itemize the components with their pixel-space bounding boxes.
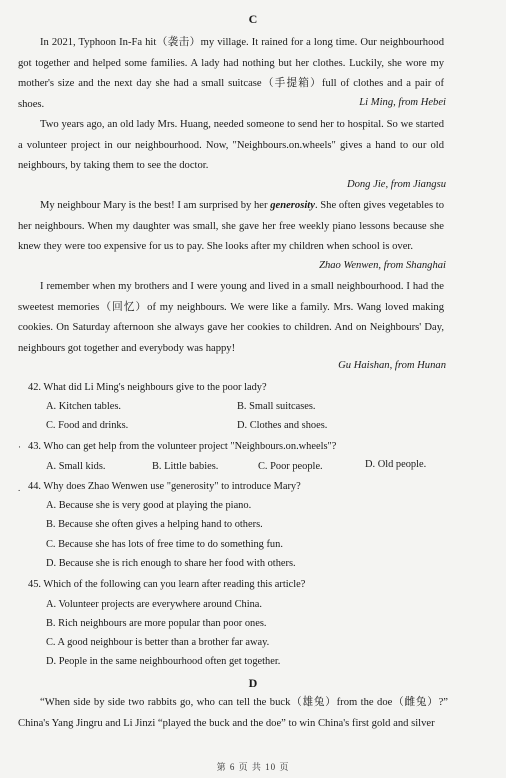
paragraph-text: My neighbour Mary is the best! I am surprised by her [40, 200, 271, 211]
q43-option-a[interactable]: A. Small kids. [46, 461, 106, 472]
question-42: 42. What did Li Ming's neighbours give to the poor lady? [28, 382, 267, 393]
q44-option-a[interactable]: A. Because she is very good at playing the piano. [46, 500, 252, 511]
q42-option-c[interactable]: C. Food and drinks. [46, 420, 129, 431]
q45-option-a[interactable]: A. Volunteer projects are everywhere around China. [46, 599, 263, 610]
q44-option-d[interactable]: D. Because she is rich enough to share her food with others. [46, 558, 296, 569]
highlighted-word: generosity [270, 200, 315, 211]
q43-option-b[interactable]: B. Little babies. [152, 461, 219, 472]
paragraph-text: I remember when my brothers and I were young and lived in a small neighbourhood. I had the sweetest memories（回忆）of my neighbours. We were like a family. Mrs. Wang loved making cookies. On Saturday afternoon she always gave her cookies to children. And on Neighbours' Day, neighbours got together and everybody was happy! [18, 281, 444, 354]
paragraph-text: Two years ago, an old lady Mrs. Huang, needed someone to send her to hospital. So we started a volunteer project in our neighbourhood. Now, "Neighbours.on.wheels" gives a hand to our old neighbours, by taking them to see the doctor. [18, 119, 444, 172]
paragraph-zhao-wenwen [18, 196, 444, 258]
paragraph-dong-jie [18, 115, 444, 177]
q45-option-b[interactable]: B. Rich neighbours are more popular than poor ones. [46, 618, 267, 629]
q42-option-a[interactable]: A. Kitchen tables. [46, 401, 122, 412]
signature-dong-jie: Dong Jie, from Jiangsu [346, 179, 446, 190]
paragraph-section-d [18, 693, 448, 734]
paragraph-text: “When side by side two rabbits go, who can tell the buck（雄兔）from the doe（雌兔）?” China's Yang Jingru and Li Jinzi “played the buck and the doe” to win China's first gold and silver [18, 697, 448, 729]
q42-option-d[interactable]: D. Clothes and shoes. [237, 420, 328, 431]
margin-mark: . [18, 483, 21, 493]
signature-gu-haishan: Gu Haishan, from Hunan [338, 360, 446, 371]
paragraph-text: In 2021, Typhoon In-Fa hit（袭击）my village. It rained for a long time. Our neighbourhood got together and helped some families. A lady had nothing but her clothes. Luckily, she wore my mother's size and the next day she had a small suitcase（手提箱）full of clothes and a pair of shoes. [18, 37, 444, 110]
paragraph-text: . She often gives vegetables to her neighbours. When my daughter was small, she gave her free weekly piano lessons because she knew they were too expensive for us to pay. She looks after my children when school is over. [18, 200, 445, 253]
section-d-heading: D [248, 676, 258, 690]
signature-li-ming: Li Ming, from Hebei [359, 97, 446, 108]
paragraph-gu-haishan [18, 277, 444, 359]
q44-option-b[interactable]: B. Because she often gives a helping hand to others. [46, 519, 263, 530]
q42-option-b[interactable]: B. Small suitcases. [237, 401, 316, 412]
q44-option-c[interactable]: C. Because she has lots of free time to do something fun. [46, 539, 283, 550]
section-c-heading: C [248, 12, 258, 26]
page-footer: 第 6 页 共 10 页 [216, 762, 290, 772]
margin-mark: · [18, 442, 21, 452]
question-44: 44. Why does Zhao Wenwen use "generosity" to introduce Mary? [28, 481, 301, 492]
q43-option-c[interactable]: C. Poor people. [258, 461, 323, 472]
q45-option-c[interactable]: C. A good neighbour is better than a brother far away. [46, 637, 270, 648]
question-45: 45. Which of the following can you learn after reading this article? [28, 579, 306, 590]
signature-zhao-wenwen: Zhao Wenwen, from Shanghai [319, 260, 446, 271]
q45-option-d[interactable]: D. People in the same neighbourhood often get together. [46, 656, 281, 667]
question-43: 43. Who can get help from the volunteer project "Neighbours.on.wheels"? [28, 441, 337, 452]
q43-option-d[interactable]: D. Old people. [365, 459, 427, 470]
